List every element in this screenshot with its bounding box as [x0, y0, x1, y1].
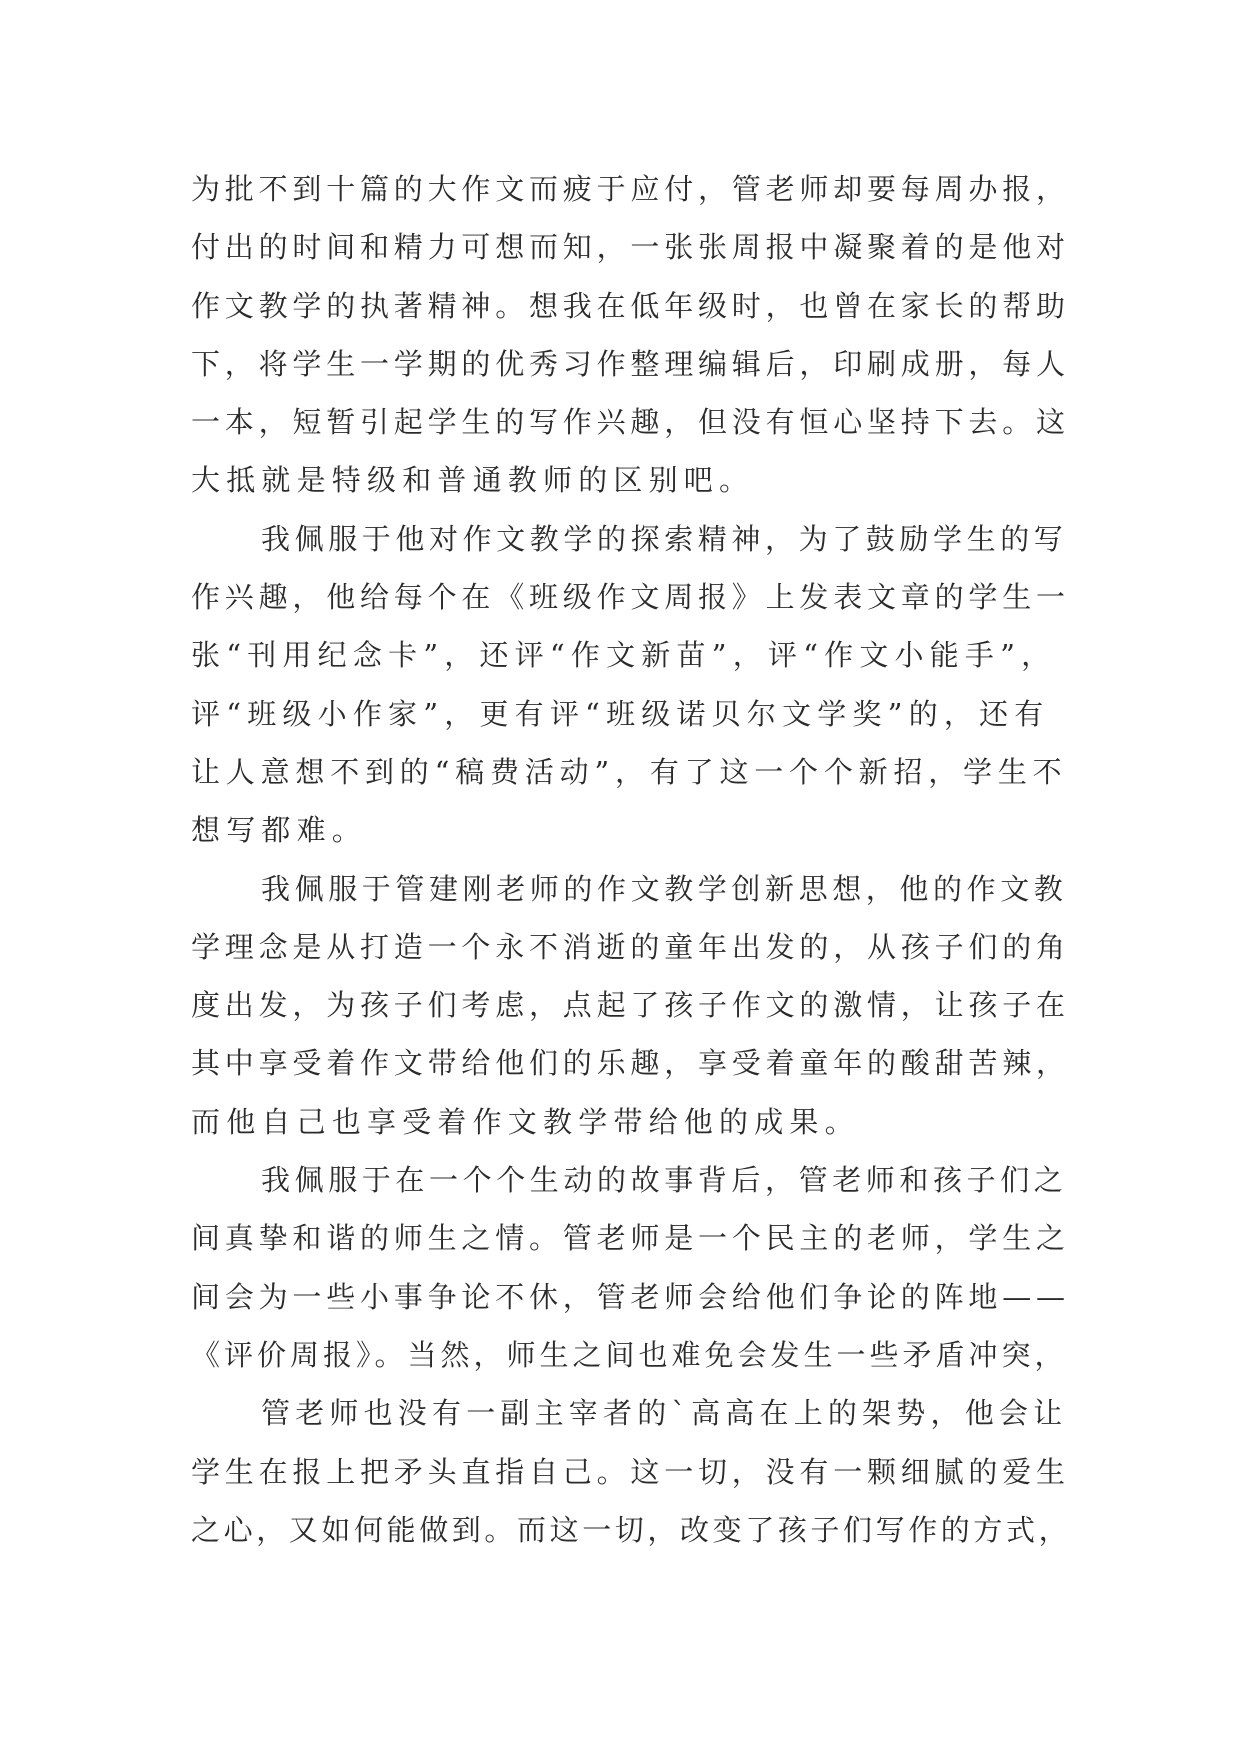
text-line: 为批不到十篇的大作文而疲于应付，管老师却要每周办报，	[191, 172, 1070, 206]
text-line: 让人意想不到的“稿费活动”，有了这一个个新招，学生不	[191, 754, 1068, 789]
text-line: 付出的时间和精力可想而知，一张张周报中凝聚着的是他对	[191, 230, 1070, 265]
text-line: 间会为一些小事争论不休，管老师会给他们争论的阵地——	[191, 1279, 1070, 1314]
text-line: 间真挚和谐的师生之情。管老师是一个民主的老师，学生之	[191, 1221, 1070, 1256]
paragraph-first-line: 我佩服于管建刚老师的作文教学创新思想，他的作文教	[261, 871, 1068, 906]
text-line: 《评价周报》。当然，师生之间也难免会发生一些矛盾冲突，	[191, 1337, 1068, 1372]
text-line: 度出发，为孩子们考虑，点起了孩子作文的激情，让孩子在	[191, 988, 1070, 1023]
text-line: 作兴趣，他给每个在《班级作文周报》上发表文章的学生一	[191, 580, 1070, 615]
text-line: 学生在报上把矛头直指自己。这一切，没有一颗细腻的爱生	[191, 1454, 1070, 1489]
text-line: 其中享受着作文带给他们的乐趣，享受着童年的酸甜苦辣，	[191, 1046, 1070, 1081]
text-line: 大抵就是特级和普通教师的区别吧。	[191, 463, 755, 498]
text-line: 想写都难。	[191, 813, 368, 848]
text-line: 评“班级小作家”，更有评“班级诺贝尔文学奖”的，还有	[191, 696, 1050, 731]
text-line: 一本，短暂引起学生的写作兴趣，但没有恒心坚持下去。这	[191, 405, 1070, 440]
paragraph-first-line: 管老师也没有一副主宰者的`高高在上的架势，他会让	[261, 1396, 1068, 1431]
text-line: 之心，又如何能做到。而这一切，改变了孩子们写作的方式，	[191, 1512, 1072, 1547]
text-line: 作文教学的执著精神。想我在低年级时，也曾在家长的帮助	[191, 288, 1070, 323]
text-line: 下，将学生一学期的优秀习作整理编辑后，印刷成册，每人	[191, 346, 1070, 381]
text-line: 张“刊用纪念卡”，还评“作文新苗”，评“作文小能手”，	[191, 638, 1057, 673]
paragraph-first-line: 我佩服于在一个个生动的故事背后，管老师和孩子们之	[261, 1163, 1068, 1198]
text-line: 学理念是从打造一个永不消逝的童年出发的，从孩子们的角	[191, 929, 1070, 964]
paragraph-first-line: 我佩服于他对作文教学的探索精神，为了鼓励学生的写	[261, 521, 1068, 556]
document-body	[191, 160, 1071, 1559]
text-line: 而他自己也享受着作文教学带给他的成果。	[191, 1104, 860, 1139]
